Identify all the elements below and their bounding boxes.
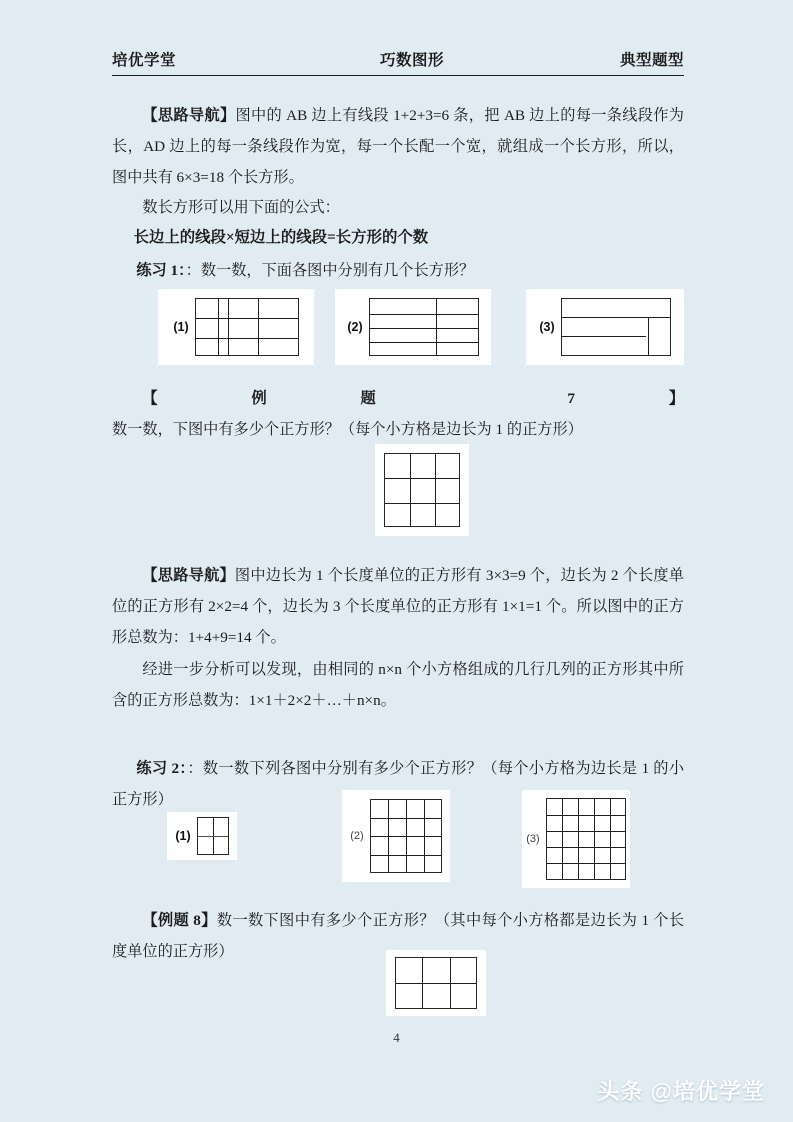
formula-line [112, 224, 684, 252]
paragraph-formula-intro [112, 192, 684, 223]
formula-intro-text: 数长方形可以用下面的公式： [142, 199, 340, 216]
figure-label-ex1-1: (1) [173, 320, 189, 334]
figure-label-ex1-2: (2) [347, 320, 363, 334]
guide-2-text-2: 经进一步分析可以发现，由相同的 n×n 个小方格组成的几行几列的正方形其中所含的正方形总数为：1×1＋2×2＋…＋n×n。 [112, 661, 684, 709]
grid-2x2 [197, 817, 229, 855]
grid-nested-rect [561, 298, 671, 356]
page-number: 4 [393, 1030, 400, 1045]
page-header [112, 48, 684, 76]
grid-5x5 [546, 798, 626, 880]
figure-example7 [375, 444, 469, 536]
grid-3x3 [384, 453, 460, 527]
figure-example8 [386, 950, 486, 1016]
guide-1-text: 图中的 AB 边上有线段 1+2+3=6 条，把 AB 边上的每一条线段作为长，AD 边上的每一条线段作为宽，每一个长配一个宽，就组成一个长方形，所以，图中共有 6×3=18 个长方形。 [112, 107, 684, 186]
figure-exercise2-2 [342, 790, 450, 882]
figure-label-ex2-2: (2) [350, 830, 364, 842]
guide-2-text: 图中边长为 1 个长度单位的正方形有 3×3=9 个，边长为 2 个长度单位的正方形有 2×2=4 个，边长为 3 个长度单位的正方形有 1×1=1 个。所以图中的正方形总数为：1+4+9=14 个。 [112, 567, 684, 646]
header-left-title: 培优学堂 [112, 52, 177, 69]
header-center-title: 巧数图形 [379, 52, 444, 69]
figure-label-ex2-3: (3) [526, 833, 540, 845]
watermark: 头条 @培优学堂 [597, 1079, 765, 1104]
grid-2x4 [369, 298, 479, 356]
figure-exercise1-2 [335, 289, 491, 365]
example-7-text: 数一数，下图中有多少个正方形？（每个小方格是边长为 1 的正方形） [112, 421, 583, 438]
guide-1-label: 【思路导航】 [142, 107, 236, 124]
header-right-title: 典型题型 [619, 52, 684, 69]
figure-exercise1-1 [158, 289, 314, 365]
figure-exercise2-3 [522, 790, 630, 888]
grid-4x4 [370, 799, 442, 873]
guide-2-label: 【思路导航】 [142, 567, 235, 584]
grid-3x2 [395, 957, 477, 1009]
example-8-text: 数一数下图中有多少个正方形？（其中每个小方格都是边长为 1 个长度单位的正方形） [112, 912, 685, 960]
grid-4x3 [195, 298, 299, 356]
exercise-1-label: 练习 1： [136, 262, 186, 279]
figure-label-ex1-3: (3) [539, 320, 555, 334]
exercise-1-text: ：数一数，下面各图中分别有几个长方形？ [185, 262, 475, 279]
paragraph-example-7 [112, 383, 684, 445]
example-7-label: 【例题 7】 [142, 390, 684, 407]
figure-label-ex2-1: (1) [175, 829, 191, 843]
figure-exercise1-3 [526, 289, 684, 365]
figure-exercise2-1 [167, 812, 237, 860]
example-8-label: 【例题 8】 [142, 912, 217, 929]
exercise-2-label: 练习 2： [136, 760, 188, 777]
paragraph-exercise-1 [112, 255, 684, 286]
paragraph-guide-2 [112, 560, 684, 653]
paragraph-guide-2b [112, 654, 684, 716]
exercise-2-text: ：数一数下列各图中分别有多少个正方形？（每个小方格为边长是 1 的小正方形） [112, 760, 685, 808]
formula-text: 长边上的线段×短边上的线段=长方形的个数 [133, 229, 429, 246]
paragraph-guide-1 [112, 100, 684, 193]
